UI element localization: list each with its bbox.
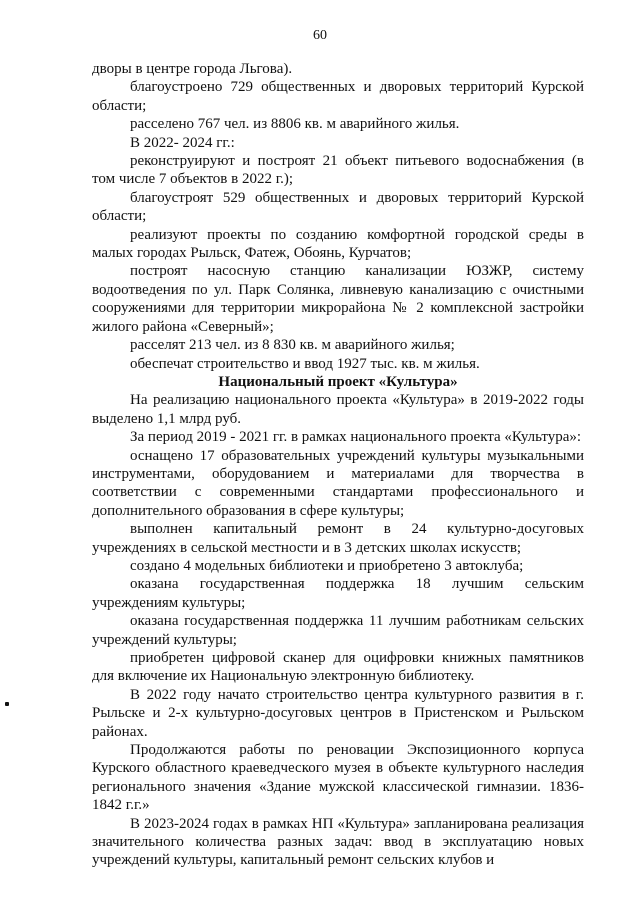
paragraph: В 2023-2024 годах в рамках НП «Культура» запланирована реализация значительного количества разных задач: ввод в эксплуатацию новых учреждений культуры, капитальный ремонт сельских клубов и: [92, 815, 584, 869]
paragraph: оказана государственная поддержка 11 лучшим работникам сельских учреждений культуры;: [92, 613, 584, 648]
paragraph: выполнен капитальный ремонт в 24 культурно-досуговых учреждениях в сельской местности и в 3 детских школах искусств;: [92, 521, 584, 556]
page-number: 60: [313, 28, 327, 43]
paragraph: благоустроят 529 общественных и дворовых территорий Курской области;: [92, 189, 584, 225]
paragraph: расселено 767 чел. из 8806 кв. м аварийного жилья.: [130, 116, 460, 133]
paragraph: приобретен цифровой сканер для оцифровки книжных памятников для включение их Национальную электронную библиотеку.: [92, 650, 584, 685]
paragraph: построят насосную станцию канализации ЮЗЖР, систему водоотведения по ул. Парк Солянка, ливневую канализацию с очистными сооружениями для территории микрорайона № 2 комплексной застройки жилого района «Северный»;: [92, 263, 584, 335]
paragraph: расселят 213 чел. из 8 830 кв. м аварийного жилья;: [130, 337, 455, 354]
paragraph: Продолжаются работы по реновации Экспозиционного корпуса Курского областного краеведческого музея в объекте культурного наследия регионального значения «Здание мужской классической гимназии. 1836-1842 г.г.»: [92, 742, 584, 814]
section-heading: Национальный проект «Культура»: [218, 373, 458, 390]
paragraph: В 2022 году начато строительство центра культурного развития в г. Рыльске и 2-х культурно-досуговых центров в Пристенском и Рыльском районах.: [92, 686, 584, 740]
paragraph: На реализацию национального проекта «Культура» в 2019-2022 годы выделено 1,1 млрд руб.: [92, 392, 584, 427]
document-body: [92, 60, 584, 870]
paragraph: реализуют проекты по созданию комфортной городской среды в малых городах Рыльск, Фатеж, Обоянь, Курчатов;: [92, 226, 584, 262]
margin-mark: [5, 702, 9, 706]
paragraph: дворы в центре города Льгова).: [92, 61, 293, 77]
paragraph: В 2022- 2024 гг.:: [130, 134, 235, 151]
paragraph: обеспечат строительство и ввод 1927 тыс. кв. м жилья.: [130, 355, 480, 372]
paragraph: За период 2019 - 2021 гг. в рамках национального проекта «Культура»:: [130, 429, 582, 446]
paragraph: благоустроено 729 общественных и дворовых территорий Курской области;: [92, 79, 584, 114]
paragraph: создано 4 модельных библиотеки и приобретено 3 автоклуба;: [130, 557, 524, 574]
paragraph: оказана государственная поддержка 18 лучшим сельским учреждениям культуры;: [92, 576, 584, 611]
paragraph: реконструируют и построят 21 объект питьевого водоснабжения (в том числе 7 объектов в 2022 г.);: [92, 153, 584, 188]
paragraph: оснащено 17 образовательных учреждений культуры музыкальными инструментами, оборудованием и материалами для творчества в соответствии с современными стандартами профессионального и дополнительного образования в сфере культуры;: [92, 447, 584, 519]
